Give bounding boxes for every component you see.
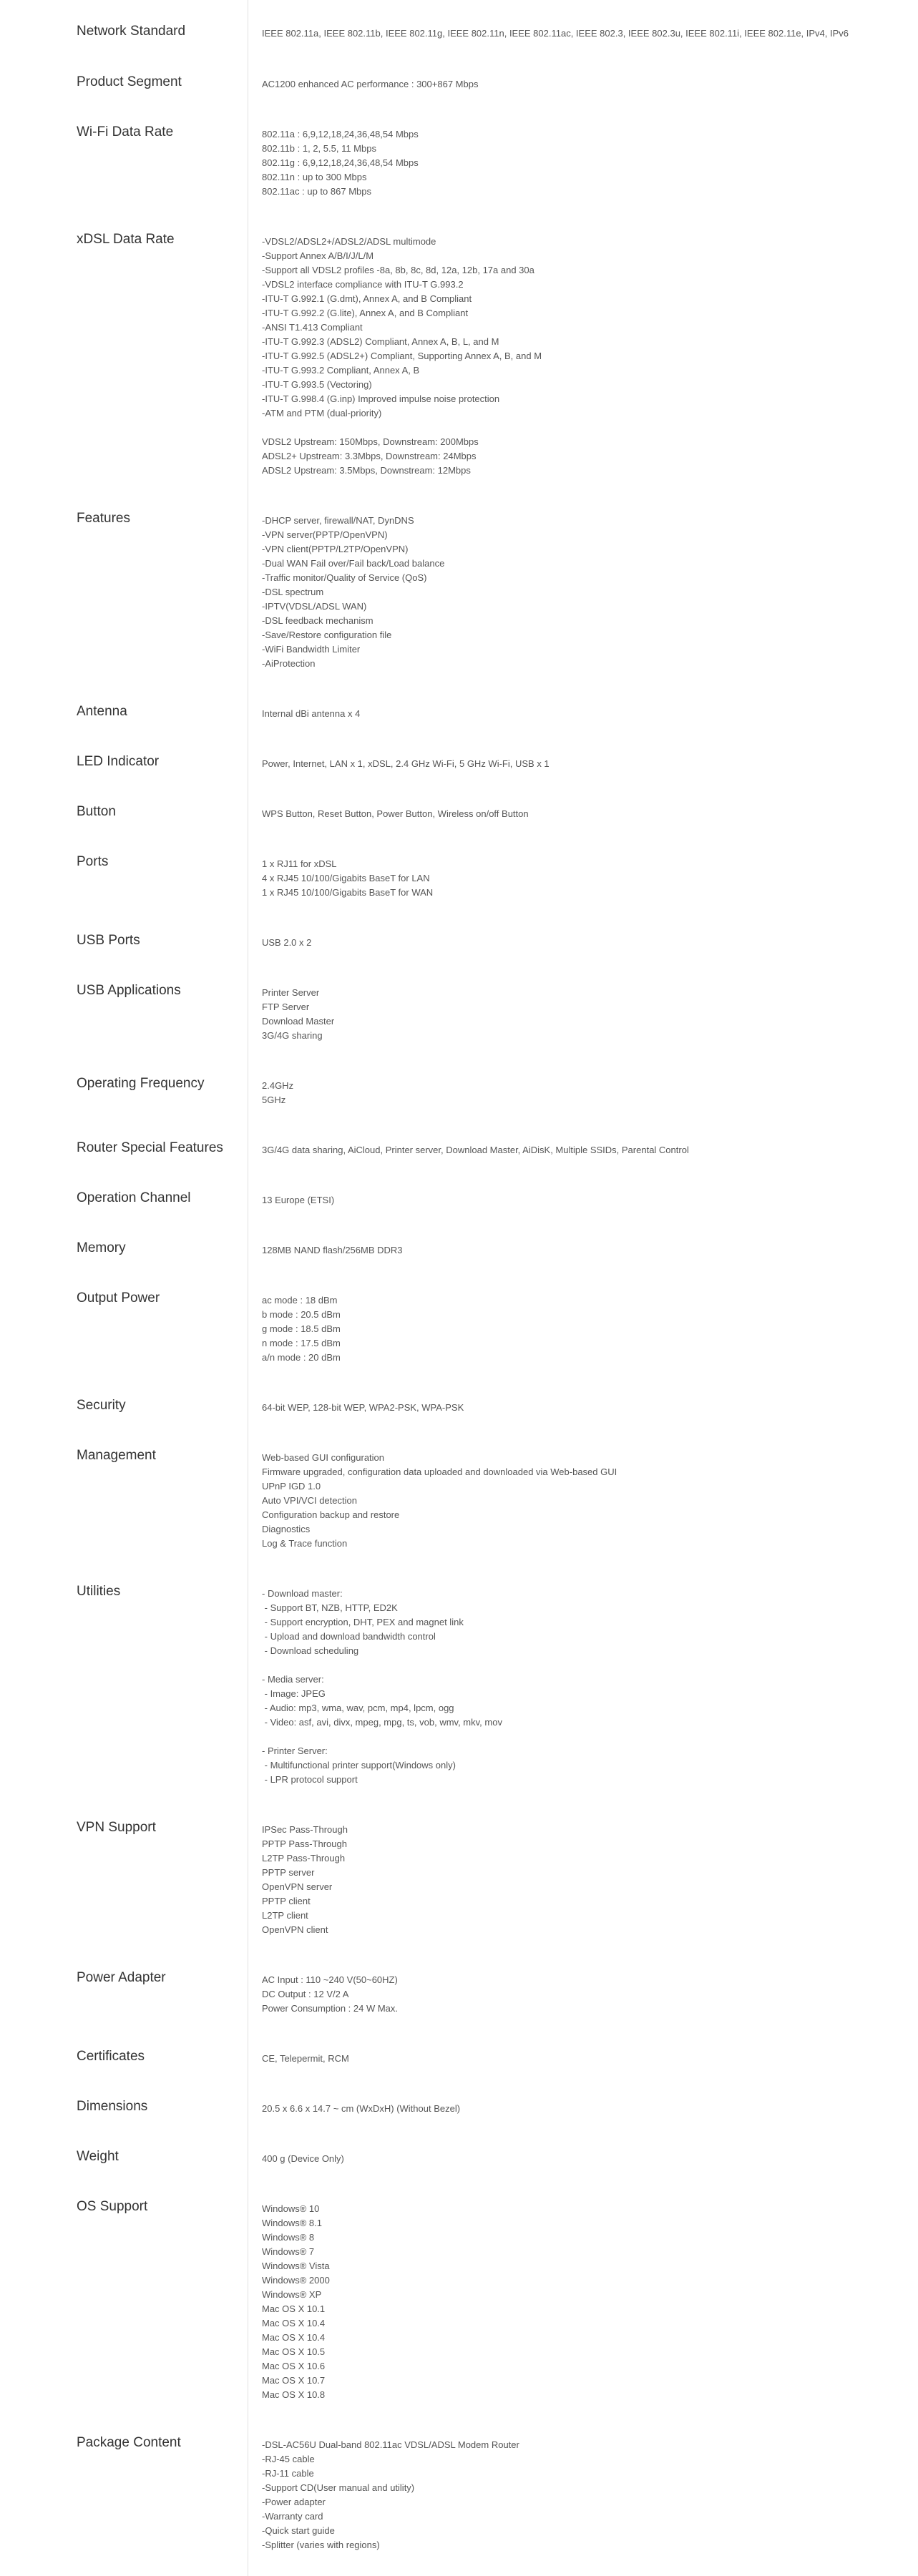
spec-label: Operation Channel [77, 1190, 191, 1205]
spec-value: 2.4GHz 5GHz [262, 1080, 294, 1105]
spec-value: -VDSL2/ADSL2+/ADSL2/ADSL multimode -Support Annex A/B/I/J/L/M -Support all VDSL2 profiles -8a, 8b, 8c, 8d, 12a, 12b, 17a and 30a -VDSL2 interface compliance with ITU-T G.993.2 -ITU-T G.992.1 (G.dmt), Annex A, and B Compliant -ITU-T G.992.2 (G.lite), Annex A, and B Compliant -ANSI T1.413 Compliant -ITU-T G.992.3 (ADSL2) Compliant, Annex A, B, L, and M -ITU-T G.992.5 (ADSL2+) Compliant, Supporting Annex A, B, and M -ITU-T G.993.2 Compliant, Annex A, B -ITU-T G.993.5 (Vectoring) -ITU-T G.998.4 (G.inp) Improved impulse noise protection -ATM and PTM (dual-priority) VDSL2 Upstream: 150Mbps, Downstream: 200Mbps ADSL2+ Upstream: 3.3Mbps, Downstream: 24Mbps ADSL2 Upstream: 3.5Mbps, Downstream: 12Mbps [262, 236, 542, 476]
spec-value: Web-based GUI configuration Firmware upgraded, configuration data uploaded and downloaded via Web-based GUI UPnP IGD 1.0 Auto VPI/VCI detection Configuration backup and restore Diagnostics Log & Trace function [262, 1452, 617, 1549]
spec-label: Power Adapter [77, 1970, 166, 1985]
spec-label: USB Ports [77, 933, 140, 948]
spec-value: 1 x RJ11 for xDSL 4 x RJ45 10/100/Gigabits BaseT for LAN 1 x RJ45 10/100/Gigabits BaseT for WAN [262, 858, 434, 898]
spec-label: Security [77, 1398, 126, 1413]
spec-value: IEEE 802.11a, IEEE 802.11b, IEEE 802.11g, IEEE 802.11n, IEEE 802.11ac, IEEE 802.3, IEEE 802.3u, IEEE 802.11i, IEEE 802.11e, IPv4, IPv6 [262, 28, 849, 39]
spec-label: VPN Support [77, 1820, 156, 1835]
spec-label: Output Power [77, 1291, 160, 1306]
spec-value: -DHCP server, firewall/NAT, DynDNS -VPN server(PPTP/OpenVPN) -VPN client(PPTP/L2TP/OpenVPN) -Dual WAN Fail over/Fail back/Load balance -Traffic monitor/Quality of Service (QoS) -DSL spectrum -IPTV(VDSL/ADSL WAN) -DSL feedback mechanism -Save/Restore configuration file -WiFi Bandwidth Limiter -AiProtection [262, 515, 445, 669]
spec-label: Certificates [77, 2049, 145, 2064]
spec-label: Management [77, 1448, 156, 1463]
spec-label: Wi-Fi Data Rate [77, 124, 174, 139]
spec-label: LED Indicator [77, 754, 160, 769]
spec-label: Button [77, 804, 116, 819]
spec-label: Antenna [77, 704, 127, 719]
spec-value: 13 Europe (ETSI) [262, 1195, 335, 1205]
spec-value: 3G/4G data sharing, AiCloud, Printer server, Download Master, AiDisK, Multiple SSIDs, Parental Control [262, 1145, 689, 1155]
spec-value: 64-bit WEP, 128-bit WEP, WPA2-PSK, WPA-PSK [262, 1402, 464, 1413]
spec-value: 128MB NAND flash/256MB DDR3 [262, 1245, 403, 1255]
spec-value: WPS Button, Reset Button, Power Button, Wireless on/off Button [262, 808, 529, 819]
spec-label: USB Applications [77, 983, 181, 998]
spec-label: Product Segment [77, 74, 182, 89]
spec-value: Windows® 10 Windows® 8.1 Windows® 8 Windows® 7 Windows® Vista Windows® 2000 Windows® XP Mac OS X 10.1 Mac OS X 10.4 Mac OS X 10.4 Mac OS X 10.5 Mac OS X 10.6 Mac OS X 10.7 Mac OS X 10.8 [262, 2203, 330, 2400]
spec-label: OS Support [77, 2199, 148, 2214]
spec-value: IPSec Pass-Through PPTP Pass-Through L2TP Pass-Through PPTP server OpenVPN server PPTP client L2TP client OpenVPN client [262, 1824, 348, 1935]
spec-label: xDSL Data Rate [77, 232, 175, 247]
spec-value: USB 2.0 x 2 [262, 937, 312, 948]
spec-label: Network Standard [77, 24, 186, 39]
spec-label: Features [77, 511, 130, 526]
spec-label: Operating Frequency [77, 1076, 205, 1091]
spec-value: Internal dBi antenna x 4 [262, 708, 361, 719]
spec-value: Printer Server FTP Server Download Master 3G/4G sharing [262, 987, 335, 1041]
spec-label: Ports [77, 854, 109, 869]
spec-label: Memory [77, 1240, 126, 1255]
spec-value: 400 g (Device Only) [262, 2153, 344, 2164]
spec-label: Dimensions [77, 2099, 148, 2114]
spec-value: - Download master: - Support BT, NZB, HTTP, ED2K - Support encryption, DHT, PEX and magnet link - Upload and download bandwidth control - Download scheduling - Media server: - Image: JPEG - Audio: mp3, wma, wav, pcm, mp4, lpcm, ogg - Video: asf, avi, divx, mpeg, mpg, ts, vob, wmv, mkv, mov - Printer Server: - Multifunctional printer support(Windows only) - LPR protocol support [262, 1588, 502, 1785]
spec-value: AC Input : 110 ~240 V(50~60HZ) DC Output : 12 V/2 A Power Consumption : 24 W Max. [262, 1974, 399, 2014]
spec-label: Package Content [77, 2435, 181, 2450]
spec-value: CE, Telepermit, RCM [262, 2053, 349, 2064]
spec-label: Weight [77, 2149, 119, 2164]
spec-value: Power, Internet, LAN x 1, xDSL, 2.4 GHz Wi-Fi, 5 GHz Wi-Fi, USB x 1 [262, 758, 550, 769]
spec-label: Utilities [77, 1584, 121, 1599]
spec-value: -DSL-AC56U Dual-band 802.11ac VDSL/ADSL Modem Router -RJ-45 cable -RJ-11 cable -Support CD(User manual and utility) -Power adapter -Warranty card -Quick start guide -Splitter (varies with regions) [262, 2439, 519, 2550]
spec-value: ac mode : 18 dBm b mode : 20.5 dBm g mode : 18.5 dBm n mode : 17.5 dBm a/n mode : 20 dBm [262, 1295, 341, 1363]
spec-label: Router Special Features [77, 1140, 223, 1155]
spec-value: AC1200 enhanced AC performance : 300+867 Mbps [262, 79, 479, 89]
spec-value: 20.5 x 6.6 x 14.7 ~ cm (WxDxH) (Without Bezel) [262, 2103, 461, 2114]
spec-value: 802.11a : 6,9,12,18,24,36,48,54 Mbps 802.11b : 1, 2, 5.5, 11 Mbps 802.11g : 6,9,12,18,24,36,48,54 Mbps 802.11n : up to 300 Mbps 802.11ac : up to 867 Mbps [262, 129, 419, 197]
